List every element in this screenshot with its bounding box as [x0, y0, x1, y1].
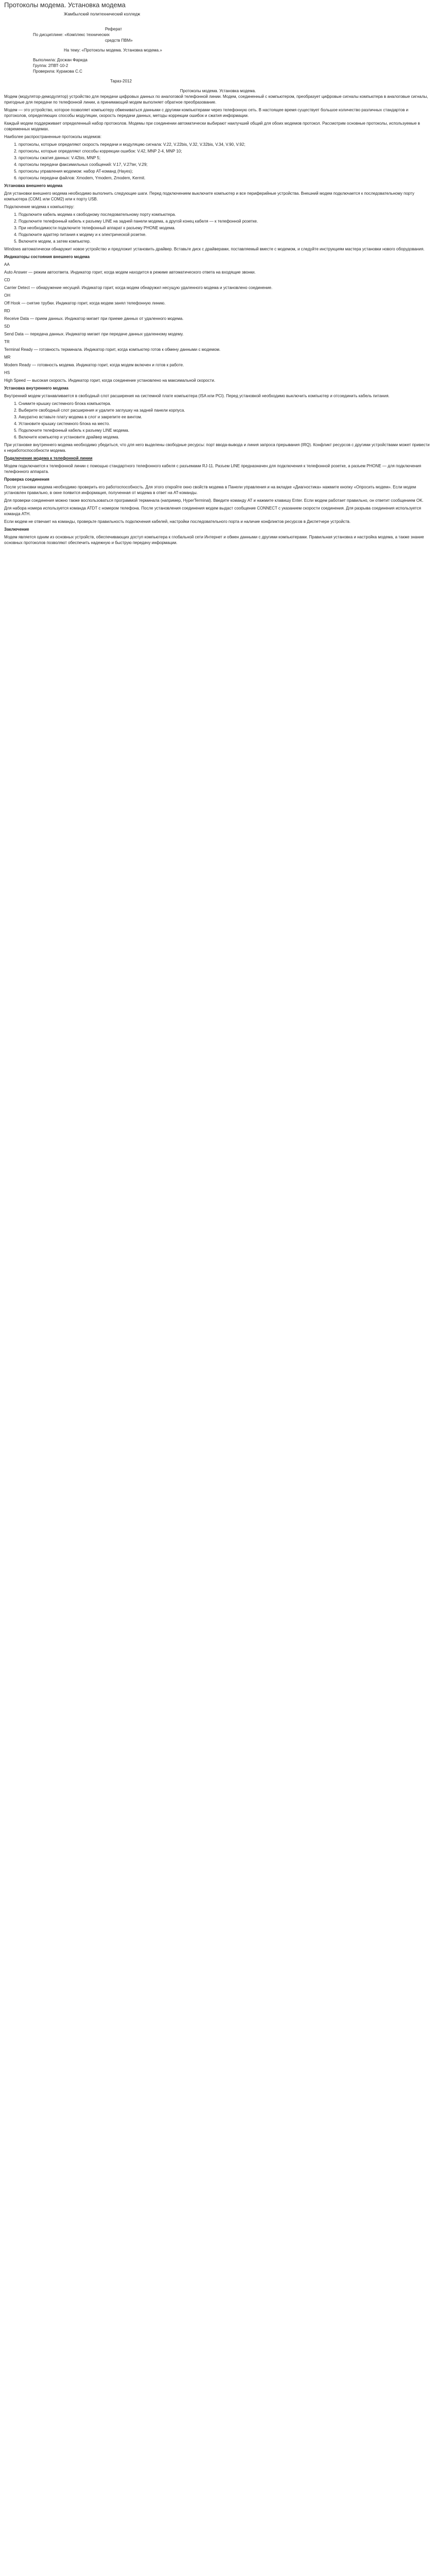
- protocols-list: [4, 142, 432, 181]
- indicator-text: Receive Data — прием данных. Индикатор мигает при приеме данных от удаленного модема.: [4, 316, 184, 321]
- indicator-name: MR: [4, 355, 11, 360]
- place-year: Тараз-2012: [110, 79, 132, 83]
- referat-label: Реферат: [105, 27, 122, 31]
- indicator-name: HS: [4, 370, 10, 375]
- indicator-name: TR: [4, 340, 10, 344]
- list-item: 4. Подключите адаптер питания к модему и к электрической розетке.: [19, 232, 432, 238]
- list-item: 1. Снимите крышку системного блока компьютера.: [19, 401, 432, 406]
- paragraph: После установки модема необходимо проверить его работоспособность. Для этого откройте окно свойств модема в Панели управления и на вкладке «Диагностика» нажмите кнопку «Опросить модем». Если модем установлен правильно, в окне появится информация, полученная от модема в ответ на AT-команды.: [4, 485, 416, 495]
- list-item: 3. протоколы сжатия данных: V.42bis, MNP 5;: [19, 155, 432, 161]
- page-title: Протоколы модема. Установка модема: [4, 1, 126, 9]
- list-item: 1. Подключите кабель модема к свободному последовательному порту компьютера.: [19, 212, 432, 217]
- paragraph: При установке внутреннего модема необходимо убедиться, что для него выделены свободные ресурсы: порт ввода-вывода и линия запроса прерывания (IRQ). Конфликт ресурсов с другими устройствами может привести к неработоспособности модема.: [4, 443, 430, 453]
- paragraph: Модем — это устройство, которое позволяет компьютеру обмениваться данными с другими компьютерами через телефонную сеть. В настоящее время существует большое количество различных стандартов и протоколов, определяющих способы модуляции, скорость передачи данных, методы коррекции ошибок и сжатия информации.: [4, 108, 409, 118]
- indicator-name: CD: [4, 278, 10, 282]
- indicator-text: High Speed — высокая скорость. Индикатор горит, когда соединение установлено на максимальной скорости.: [4, 378, 216, 383]
- paragraph: Для проверки соединения можно также воспользоваться программой терминала (например, HyperTerminal). Введите команду AT и нажмите клавишу Enter. Если модем работает правильно, он ответит сообщением OK.: [4, 498, 424, 503]
- list-item: 3. Аккуратно вставьте плату модема в слот и закрепите ее винтом.: [19, 414, 432, 420]
- indicator-text: Terminal Ready — готовность терминала. Индикатор горит, когда компьютер готов к обмену данными с модемом.: [4, 347, 221, 352]
- document: [0, 0, 436, 546]
- paragraph: Если модем не отвечает на команды, проверьте правильность подключения кабелей, настройки последовательного порта и наличие конфликтов ресурсов в Диспетчере устройств.: [4, 519, 351, 524]
- college-name: Жамбылский политехнический колледж: [64, 12, 141, 16]
- indicator-name: AA: [4, 262, 10, 267]
- section-title: Установка внешнего модема: [4, 183, 63, 188]
- paragraph: Windows автоматически обнаружит новое устройство и предложит установить драйвер. Вставьте диск с драйверами, поставляемый вместе с модемом, и следуйте инструкциям мастера установки нового оборудования.: [4, 247, 425, 251]
- indicators-list: [4, 262, 432, 383]
- list-item: 4. Установите крышку системного блока на место.: [19, 421, 432, 427]
- paragraph: Для установки внешнего модема необходимо выполнить следующие шаги. Перед подключением выключите компьютер и все периферийные устройства. Внешний модем подключается к последовательному порту компьютера (COM1 или COM2) или к порту USB.: [4, 191, 414, 201]
- paragraph: Модем подключается к телефонной линии с помощью стандартного телефонного кабеля с разъемами RJ-11. Разъем LINE предназначен для подключения к телефонной розетке, а разъем PHONE — для подключения телефонного аппарата.: [4, 464, 422, 474]
- indicator-text: Off Hook — снятие трубки. Индикатор горит, когда модем занял телефонную линию.: [4, 301, 166, 306]
- group-label: Группа: 2ПВТ-10-2: [33, 63, 68, 68]
- section-title: Установка внутреннего модема: [4, 386, 68, 391]
- list-item: 1. протоколы, которые определяют скорость передачи и модуляцию сигнала: V.22, V.22bis, V.32, V.32bis, V.34, V.90, V.92;: [19, 142, 432, 147]
- document-body: [4, 88, 432, 546]
- list-item: 2. Выберите свободный слот расширения и удалите заглушку на задней панели корпуса.: [19, 408, 432, 413]
- list-intro: Наиболее распространенные протоколы модемов:: [4, 134, 102, 139]
- list-item: 6. протоколы передачи файлов: Xmodem, Ymodem, Zmodem, Kermit.: [19, 175, 432, 181]
- indicator-text: Auto Answer — режим автоответа. Индикатор горит, когда модем находится в режиме автоматического ответа на входящие звонки.: [4, 270, 256, 275]
- discipline-label-2: средств ПВМ»: [105, 38, 133, 43]
- list-item: 5. Включите модем, а затем компьютер.: [19, 239, 432, 244]
- indicator-name: SD: [4, 324, 10, 329]
- list-item: 6. Включите компьютер и установите драйвер модема.: [19, 434, 432, 440]
- list-item: 2. Подключите телефонный кабель к разъему LINE на задней панели модема, а другой конец кабеля — к телефонной розетке.: [19, 218, 432, 224]
- indicator-name: OH: [4, 293, 10, 298]
- paragraph: Каждый модем поддерживает определенный набор протоколов. Модемы при соединении автоматически выбирают наилучший общий для обоих модемов протокол. Рассмотрим основные протоколы, используемые в современных модемах.: [4, 121, 420, 131]
- paragraph: Внутренний модем устанавливается в свободный слот расширения на системной плате компьютера (ISA или PCI). Перед установкой необходимо выключить компьютер и отсоединить кабель питания.: [4, 394, 390, 398]
- indicator-text: Modem Ready — готовность модема. Индикатор горит, когда модем включен и готов к работе.: [4, 363, 184, 367]
- indicator-name: RD: [4, 309, 10, 313]
- paragraph: Для набора номера используется команда ATDT с номером телефона. После установления соединения модем выдаст сообщение CONNECT с указанием скорости соединения. Для разрыва соединения используется команда ATH.: [4, 506, 421, 516]
- paragraph: Модем (модулятор-демодулятор) устройство для передачи цифровых данных по аналоговой телефонной линии. Модем, соединенный с компьютером, преобразует цифровые сигналы компьютера в аналоговые сигналы, пригодные для передачи по телефонной линии, а принимающий модем выполняет обратное преобразование.: [4, 94, 428, 105]
- list-item: 3. При необходимости подключите телефонный аппарат к разъему PHONE модема.: [19, 225, 432, 231]
- indicator-text: Send Data — передача данных. Индикатор мигает при передаче данных удаленному модему.: [4, 332, 184, 336]
- author-label: Выполнила: Досжан Фарида: [33, 58, 88, 62]
- title-page: [4, 11, 432, 88]
- section-title: Подключение модема к телефонной линии: [4, 456, 93, 461]
- topic-label: На тему: «Протоколы модема. Установка модема.»: [64, 48, 162, 53]
- section-title: Протоколы модема. Установка модема.: [180, 89, 256, 93]
- section-title: Проверка соединения: [4, 477, 49, 482]
- discipline-label: По дисциплине: «Комплекс технических: [33, 32, 110, 37]
- steps-list: [4, 212, 432, 244]
- list-item: 5. Подключите телефонный кабель к разъему LINE модема.: [19, 428, 432, 433]
- list-item: 4. протоколы передачи факсимильных сообщений: V.17, V.27ter, V.29;: [19, 162, 432, 167]
- list-item: 2. протоколы, которые определяют способы коррекции ошибок: V.42, MNP 2-4, MNP 10;: [19, 148, 432, 154]
- indicator-text: Carrier Detect — обнаружение несущей. Индикатор горит, когда модем обнаружил несущую удаленного модема и установлено соединение.: [4, 285, 273, 290]
- list-intro: Подключение модема к компьютеру:: [4, 205, 75, 209]
- section-title: Заключение: [4, 527, 29, 532]
- section-title: Индикаторы состояния внешнего модема: [4, 255, 90, 259]
- paragraph: Модем является одним из основных устройств, обеспечивающих доступ компьютера к глобальной сети Интернет и обмен данными с другими компьютерами. Правильная установка и настройка модема, а также знание основных протоколов позволяют обеспечить надежную и быструю передачу информации.: [4, 535, 424, 545]
- internal-steps-list: [4, 401, 432, 440]
- list-item: 5. протоколы управления модемом: набор AT-команд (Hayes);: [19, 168, 432, 174]
- checked-label: Проверила: Куракова С.С: [33, 69, 82, 74]
